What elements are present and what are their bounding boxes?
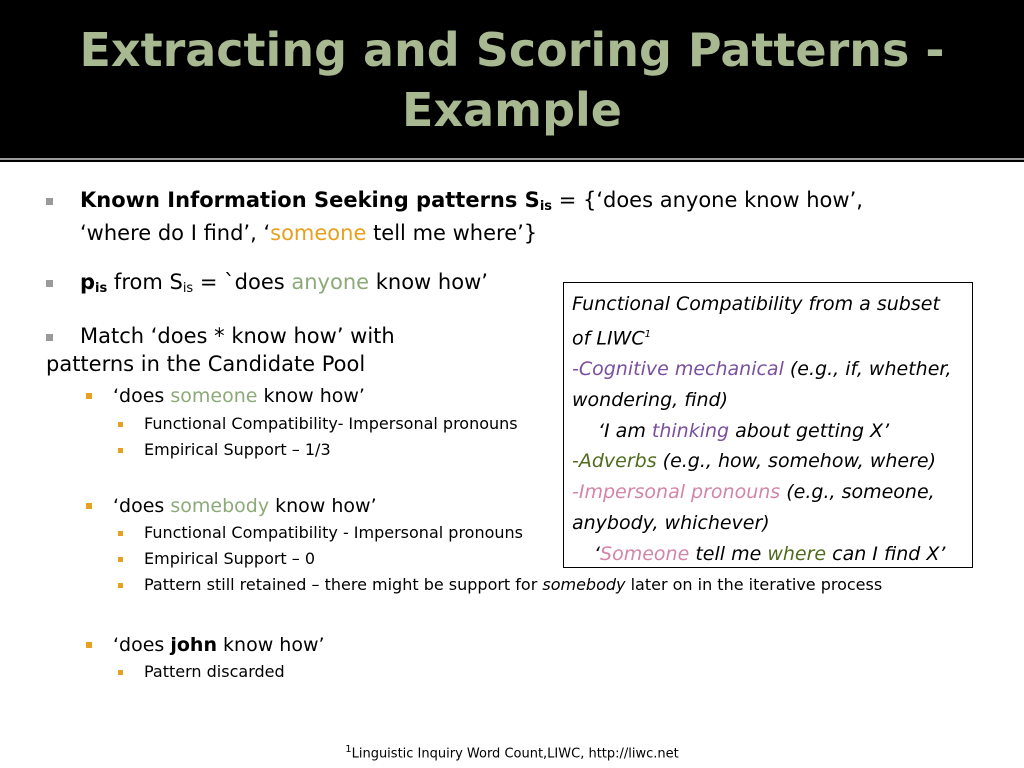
- title-divider: [0, 158, 1024, 160]
- text: ‘does: [113, 634, 171, 656]
- text: ‘: [594, 542, 601, 565]
- sub-bullet-marker: [86, 642, 92, 648]
- sub3-pattern-discarded: Pattern discarded: [144, 662, 285, 681]
- text: Linguistic Inquiry Word Count,LIWC, http://liwc.net: [351, 746, 679, 762]
- text: of LIWC: [572, 327, 645, 350]
- highlight-thinking: thinking: [651, 419, 730, 442]
- callout-line: [572, 416, 964, 447]
- sub-sub-bullet-marker: [118, 422, 123, 427]
- callout-line: [572, 539, 964, 570]
- category-impersonal: -Impersonal pronouns: [572, 481, 781, 504]
- text: tell me: [689, 542, 768, 565]
- highlight-someone: Someone: [600, 542, 690, 565]
- subscript-is: is: [539, 199, 553, 214]
- known-patterns-label: Known Information Seeking patterns S: [80, 188, 540, 212]
- liwc-callout-box: [563, 282, 973, 568]
- callout-line: anybody, whichever): [572, 511, 770, 534]
- highlight-someone: someone: [270, 221, 367, 245]
- sub-sub-bullet-marker: [118, 557, 123, 562]
- sub2-empirical-support: Empirical Support – 0: [144, 549, 316, 568]
- text: know how’: [257, 385, 365, 407]
- highlight-somebody: somebody: [170, 495, 270, 517]
- callout-line: [572, 354, 964, 385]
- text: john: [170, 634, 217, 656]
- highlight-anyone: anyone: [291, 270, 370, 294]
- callout-line: [572, 477, 964, 508]
- sub-bullet-marker: [86, 393, 92, 399]
- subscript-is: is: [95, 281, 108, 296]
- known-patterns-text: = {‘does anyone know how’,: [552, 188, 863, 212]
- highlight-where: where: [767, 542, 827, 565]
- text: ‘I am: [598, 419, 652, 442]
- sub-does-someone: [113, 384, 365, 408]
- sub2-functional-compat: Functional Compatibility - Impersonal pronouns: [144, 523, 523, 542]
- text: about getting X’: [729, 419, 890, 442]
- title-line-1: Extracting and Scoring Patterns -: [79, 23, 945, 77]
- footnote: [0, 744, 1024, 761]
- callout-line: [572, 446, 964, 477]
- text: can I find X’: [826, 542, 946, 565]
- bullet-known-patterns: [80, 187, 940, 247]
- sub-sub-bullet-marker: [118, 670, 123, 675]
- from-text: from S: [107, 270, 183, 294]
- text: (e.g., how, somehow, where): [656, 450, 937, 473]
- sub-does-john: [113, 633, 325, 657]
- category-adverbs: -Adverbs: [572, 450, 657, 473]
- highlight-someone: someone: [170, 385, 258, 407]
- sub-bullet-marker: [86, 503, 92, 509]
- text: somebody: [542, 575, 626, 594]
- category-cognitive: -Cognitive mechanical: [572, 357, 784, 380]
- sub1-empirical-support: Empirical Support – 1/3: [144, 440, 331, 459]
- text: 1: [345, 744, 352, 755]
- callout-line: Functional Compatibility from a subset: [572, 293, 940, 315]
- known-patterns-text-2: ‘where do I find’, ‘: [80, 221, 271, 245]
- text: Pattern still retained – there might be support for: [144, 575, 543, 594]
- text: know how’: [269, 495, 377, 517]
- callout-line: [572, 320, 964, 354]
- tail-text: know how’: [369, 270, 488, 294]
- subscript-is: is: [182, 281, 194, 296]
- known-patterns-text-3: tell me where’}: [366, 221, 538, 245]
- bullet-match-line-1: Match ‘does * know how’ with: [80, 324, 395, 348]
- p-label: p: [80, 270, 96, 294]
- bullet-pis: [80, 269, 488, 302]
- sub-sub-bullet-marker: [118, 531, 123, 536]
- sub-sub-bullet-marker: [118, 583, 123, 588]
- text: know how’: [216, 634, 325, 656]
- title-band: [0, 0, 1024, 158]
- text: ‘does: [113, 385, 171, 407]
- text: ‘does: [113, 495, 171, 517]
- bullet-match-line-2: patterns in the Candidate Pool: [46, 352, 366, 376]
- bullet-marker: [46, 280, 53, 287]
- text: (e.g., someone,: [780, 481, 935, 504]
- text: 1: [644, 328, 651, 340]
- text: (e.g., if, whether,: [783, 357, 952, 380]
- title-line-2: Example: [402, 83, 622, 137]
- sub1-functional-compat: Functional Compatibility- Impersonal pronouns: [144, 414, 518, 433]
- eq-text: = `does: [193, 270, 292, 294]
- bullet-marker: [46, 334, 53, 341]
- sub-does-somebody: [113, 494, 377, 518]
- callout-line: wondering, find): [572, 388, 729, 411]
- bullet-marker: [46, 198, 53, 205]
- text: later on in the iterative process: [625, 575, 883, 594]
- sub2-pattern-retained: [144, 575, 882, 595]
- slide-title: [0, 20, 1024, 140]
- sub-sub-bullet-marker: [118, 448, 123, 453]
